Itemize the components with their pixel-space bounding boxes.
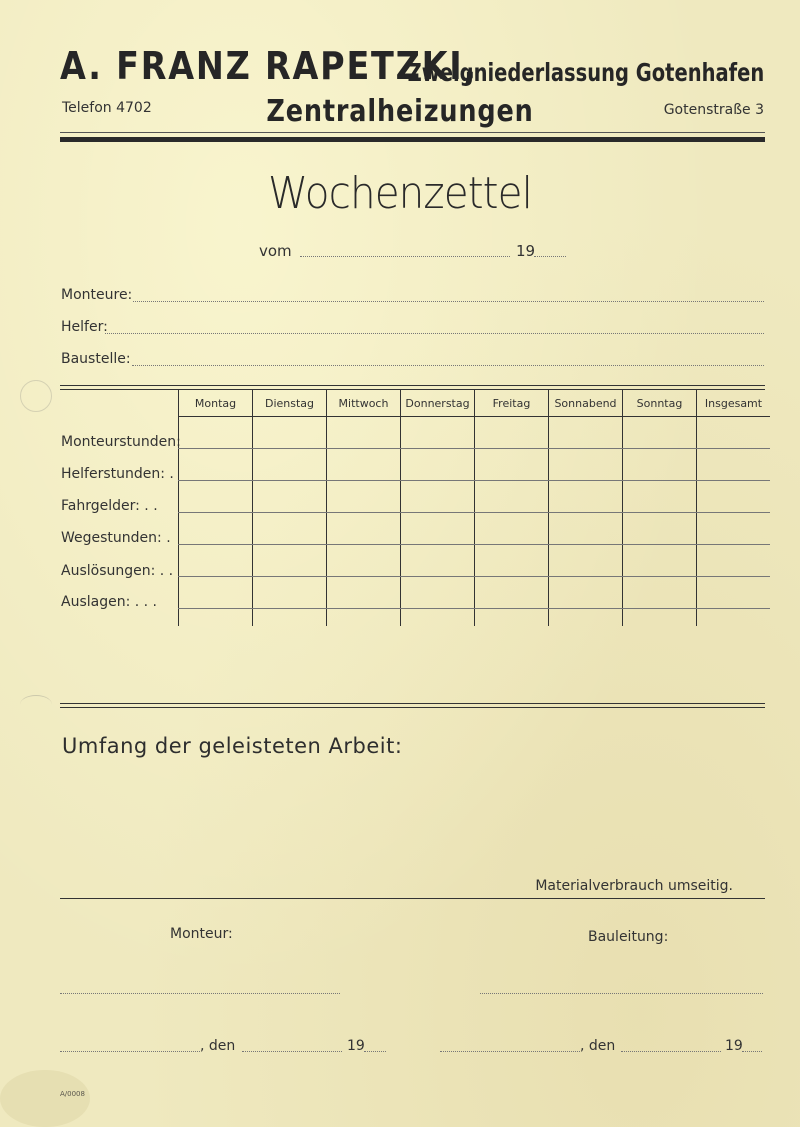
table-cell[interactable] xyxy=(179,545,253,577)
bauleitung-label: Bauleitung: xyxy=(588,929,669,945)
col-header-sonnabend: Sonnabend xyxy=(549,390,623,417)
baustelle-label: Baustelle: xyxy=(61,351,131,367)
table-cell[interactable] xyxy=(253,481,327,513)
monteur-label: Monteur: xyxy=(170,926,233,942)
table-row xyxy=(179,417,771,449)
table-cell xyxy=(549,609,623,627)
row-label-monteurstunden: Monteurstunden: xyxy=(61,434,181,450)
header-rule-thick xyxy=(60,137,765,142)
monteur-den-label: , den xyxy=(200,1038,236,1054)
table-cell xyxy=(623,609,697,627)
material-note: Materialverbrauch umseitig. xyxy=(535,878,733,894)
bauleitung-den-label: , den xyxy=(580,1038,616,1054)
paper-stain xyxy=(20,380,52,412)
table-cell[interactable] xyxy=(253,545,327,577)
vom-label: vom xyxy=(259,242,292,260)
table-cell[interactable] xyxy=(179,417,253,449)
col-header-donnerstag: Donnerstag xyxy=(401,390,475,417)
table-cell xyxy=(475,609,549,627)
table-cell[interactable] xyxy=(475,513,549,545)
monteur-year-field[interactable] xyxy=(364,1051,386,1052)
table-cell[interactable] xyxy=(253,577,327,609)
table-row xyxy=(179,609,771,627)
row-label-wegestunden: Wegestunden: . xyxy=(61,530,171,546)
table-cell[interactable] xyxy=(475,481,549,513)
table-cell[interactable] xyxy=(623,513,697,545)
phone-number: Telefon 4702 xyxy=(62,100,152,116)
row-label-helferstunden: Helferstunden: . xyxy=(61,466,174,482)
bauleitung-year-field[interactable] xyxy=(742,1051,762,1052)
col-header-mittwoch: Mittwoch xyxy=(327,390,401,417)
monteur-year-prefix: 19 xyxy=(347,1038,365,1054)
table-cell[interactable] xyxy=(623,417,697,449)
paper-stain xyxy=(20,695,52,714)
table-cell[interactable] xyxy=(401,449,475,481)
monteur-date-field[interactable] xyxy=(242,1051,342,1052)
table-cell[interactable] xyxy=(401,481,475,513)
form-title: Wochenzettel xyxy=(268,168,532,219)
helfer-label: Helfer: xyxy=(61,319,108,335)
table-cell[interactable] xyxy=(327,513,401,545)
table-row xyxy=(179,481,771,513)
baustelle-field[interactable] xyxy=(132,365,764,366)
company-name: A. FRANZ RAPETZKI, xyxy=(60,44,478,88)
table-cell[interactable] xyxy=(179,577,253,609)
row-label-auslagen: Auslagen: . . . xyxy=(61,594,158,610)
table-cell[interactable] xyxy=(623,577,697,609)
table-cell xyxy=(327,609,401,627)
row-label-fahrgelder: Fahrgelder: . . xyxy=(61,498,158,514)
table-cell[interactable] xyxy=(179,449,253,481)
table-cell[interactable] xyxy=(327,577,401,609)
col-header-sonntag: Sonntag xyxy=(623,390,697,417)
col-header-dienstag: Dienstag xyxy=(253,390,327,417)
table-cell[interactable] xyxy=(179,513,253,545)
table-cell[interactable] xyxy=(179,481,253,513)
work-heading: Umfang der geleisteten Arbeit: xyxy=(62,734,403,758)
bauleitung-year-prefix: 19 xyxy=(725,1038,743,1054)
street-address: Gotenstraße 3 xyxy=(663,102,764,118)
table-cell[interactable] xyxy=(623,449,697,481)
bauleitung-place-field[interactable] xyxy=(440,1051,580,1052)
work-bottom-rule xyxy=(60,898,765,899)
monteure-field[interactable] xyxy=(133,301,764,302)
monteur-signature-field[interactable] xyxy=(60,993,340,994)
bauleitung-date-field[interactable] xyxy=(621,1051,721,1052)
bauleitung-signature-field[interactable] xyxy=(480,993,763,994)
table-cell[interactable] xyxy=(253,449,327,481)
table-cell xyxy=(179,609,253,627)
header-rule-thin xyxy=(60,132,765,133)
table-cell[interactable] xyxy=(549,449,623,481)
monteure-label: Monteure: xyxy=(61,287,133,303)
table-cell[interactable] xyxy=(475,449,549,481)
table-cell[interactable] xyxy=(697,545,771,577)
table-cell[interactable] xyxy=(549,417,623,449)
section-rule-inner xyxy=(60,707,765,708)
table-cell[interactable] xyxy=(327,417,401,449)
table-cell[interactable] xyxy=(697,449,771,481)
table-cell[interactable] xyxy=(697,481,771,513)
table-cell[interactable] xyxy=(697,417,771,449)
monteur-place-field[interactable] xyxy=(60,1051,200,1052)
table-cell[interactable] xyxy=(401,513,475,545)
table-cell[interactable] xyxy=(549,513,623,545)
table-cell xyxy=(697,609,771,627)
table-row xyxy=(179,545,771,577)
table-cell[interactable] xyxy=(697,513,771,545)
paper-stain xyxy=(0,1070,90,1127)
trade-title: Zentralheizungen xyxy=(266,94,534,129)
vom-year-prefix: 19 xyxy=(516,242,536,260)
table-top-rule xyxy=(60,385,765,386)
table-cell[interactable] xyxy=(697,577,771,609)
table-cell[interactable] xyxy=(475,545,549,577)
table-cell[interactable] xyxy=(327,481,401,513)
table-cell[interactable] xyxy=(401,577,475,609)
table-cell[interactable] xyxy=(623,545,697,577)
table-cell[interactable] xyxy=(475,417,549,449)
col-header-montag: Montag xyxy=(179,390,253,417)
table-cell[interactable] xyxy=(253,417,327,449)
section-rule xyxy=(60,703,765,704)
table-cell[interactable] xyxy=(327,449,401,481)
table-cell[interactable] xyxy=(327,545,401,577)
table-cell[interactable] xyxy=(549,545,623,577)
table-row xyxy=(179,449,771,481)
table-cell[interactable] xyxy=(549,577,623,609)
branch-name: Zweigniederlassung Gotenhafen xyxy=(407,58,764,87)
vom-year-field[interactable] xyxy=(534,256,566,257)
table-cell[interactable] xyxy=(253,513,327,545)
table-cell[interactable] xyxy=(549,481,623,513)
helfer-field[interactable] xyxy=(105,333,764,334)
table-cell xyxy=(401,609,475,627)
table-row xyxy=(179,577,771,609)
table-cell[interactable] xyxy=(401,545,475,577)
table-header-row xyxy=(179,390,771,417)
hours-table xyxy=(178,390,770,626)
table-cell[interactable] xyxy=(401,417,475,449)
col-header-freitag: Freitag xyxy=(475,390,549,417)
table-cell xyxy=(253,609,327,627)
table-row xyxy=(179,513,771,545)
table-cell[interactable] xyxy=(623,481,697,513)
col-header-insgesamt: Insgesamt xyxy=(697,390,771,417)
vom-date-field[interactable] xyxy=(300,256,510,257)
row-label-ausloesungen: Auslösungen: . . xyxy=(61,563,174,579)
table-cell[interactable] xyxy=(475,577,549,609)
form-code: A/0008 xyxy=(60,1090,85,1098)
